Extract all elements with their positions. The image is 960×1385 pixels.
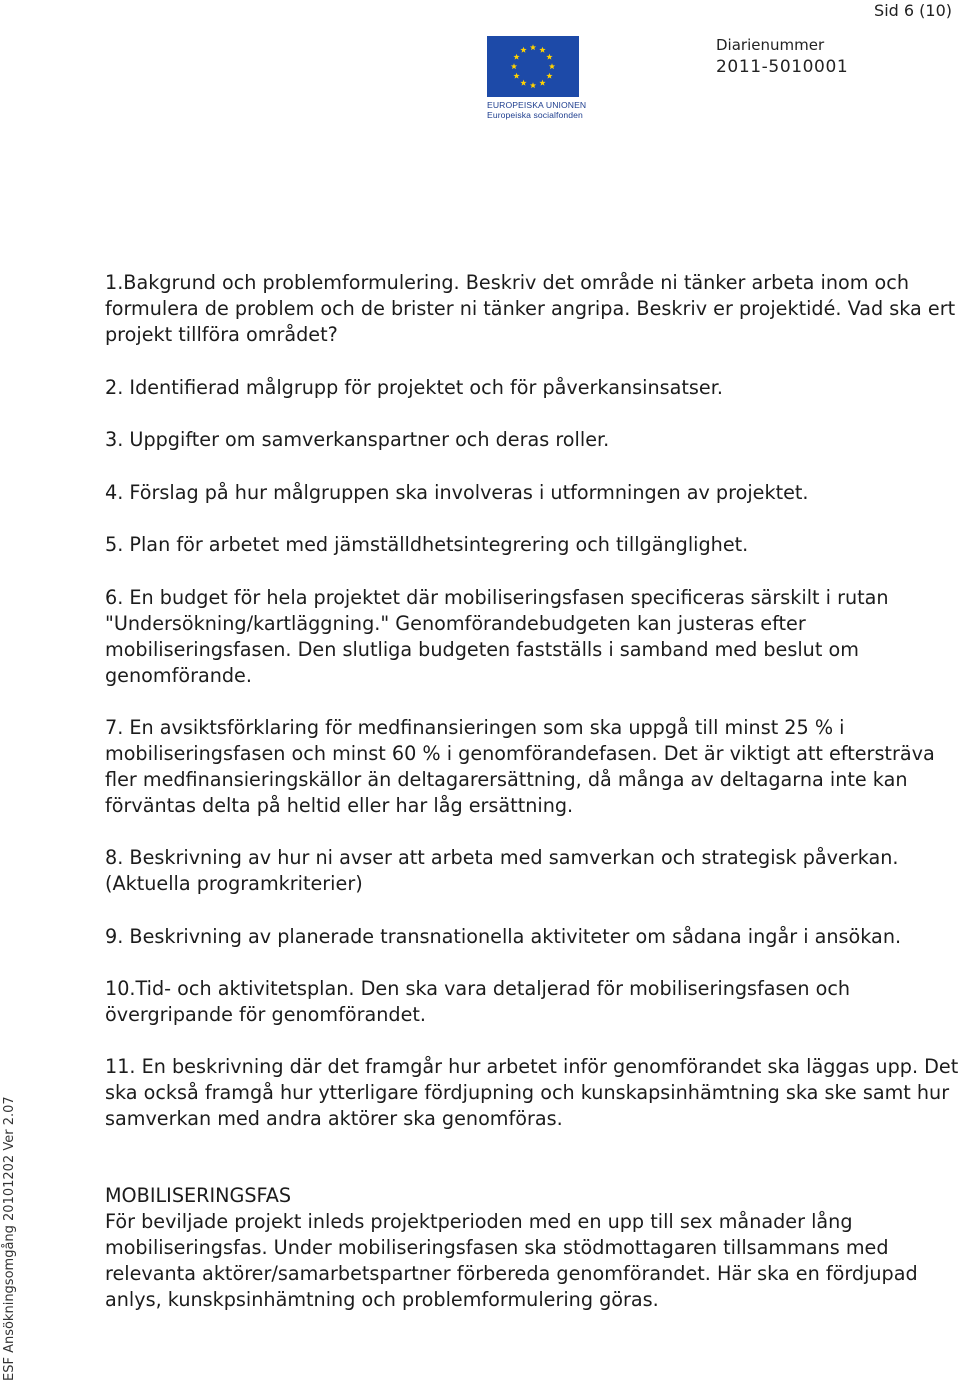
list-item-4: 4. Förslag på hur målgruppen ska involveras i utformningen av projektet. [105,481,809,504]
list-item-7: 7. En avsiktsförklaring för medfinansieringen som ska uppgå till minst 25 % i mobiliseringsfasen och minst 60 % i genomförandefasen. Det är viktigt att eftersträva fler medfinansieringskällor än deltagarersättning, då många av deltagarna inte kan förväntas delta på heltid eller har låg ersättning. [105,716,935,817]
document-body [105,270,960,1313]
logo-text [487,100,587,120]
list-item-1: 1.Bakgrund och problemformulering. Beskriv det område ni tänker arbeta inom och formulera de problem och de brister ni tänker angripa. Beskriv er projektidé. Vad ska ert projekt tillföra området? [105,271,956,346]
sidebar-version-text: ESF Ansökningsomgång 20101202 Ver 2.07 [2,1096,17,1381]
section-heading: MOBILISERINGSFAS [105,1184,292,1207]
list-item-5: 5. Plan för arbetet med jämställdhetsintegrering och tillgänglighet. [105,533,749,556]
eu-logo [487,36,587,120]
list-item-2: 2. Identifierad målgrupp för projektet och för påverkansinsatser. [105,376,723,399]
list-item-9: 9. Beskrivning av planerade transnationella aktiviteter om sådana ingår i ansökan. [105,925,902,948]
list-item-8: 8. Beskrivning av hur ni avser att arbeta med samverkan och strategisk påverkan. (Aktuella programkriterier) [105,846,899,895]
list-item-3: 3. Uppgifter om samverkanspartner och deras roller. [105,428,610,451]
eu-flag-icon [487,36,579,97]
list-item-6: 6. En budget för hela projektet där mobiliseringsfasen specificeras särskilt i rutan "Undersökning/kartläggning." Genomförandebudgeten kan justeras efter mobiliseringsfasen. Den slutliga budgeten fastställs i samband med beslut om genomförande. [105,586,889,687]
list-item-11: 11. En beskrivning där det framgår hur arbetet inför genomförandet ska läggas upp. Det ska också framgå hur ytterligare fördjupning och kunskapsinhämtning ska ske samt hur samverkan med andra aktörer ska genomföras. [105,1055,959,1130]
reference-number: 2011-5010001 [716,57,849,77]
logo-line-1: EUROPEISKA UNIONEN [487,100,587,110]
list-item-10: 10.Tid- och aktivitetsplan. Den ska vara detaljerad för mobiliseringsfasen och övergripande för genomförandet. [105,977,851,1026]
page-number: Sid 6 (10) [874,1,952,20]
reference-block [716,35,848,79]
reference-label: Diarienummer [716,36,825,54]
section-text: För beviljade projekt inleds projektperioden med en upp till sex månader lång mobiliseringsfas. Under mobiliseringsfasen ska stödmottagaren tillsammans med relevanta aktörer/samarbetspartner förbereda genomförandet. Här ska en fördjupad anlys, kunskpsinhämtning och problemformulering göras. [105,1210,918,1311]
logo-line-2: Europeiska socialfonden [487,110,583,120]
